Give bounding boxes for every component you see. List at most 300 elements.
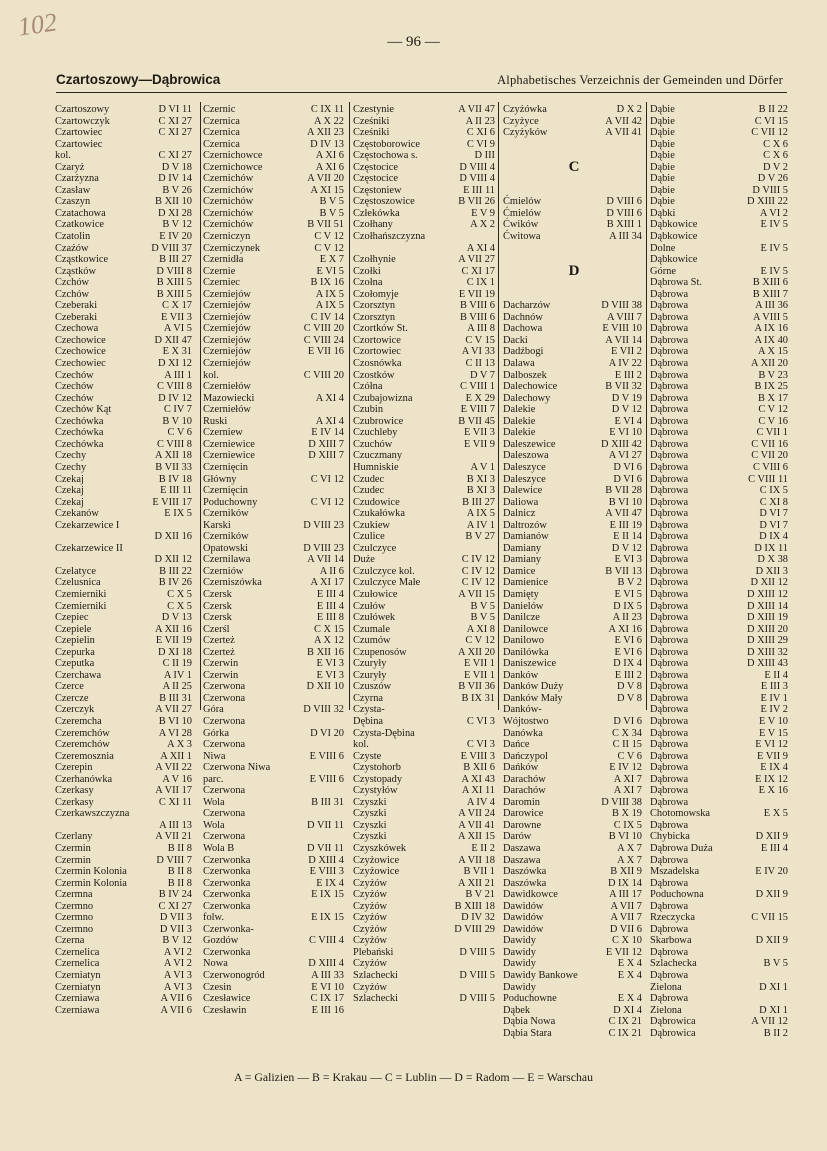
place-name: Daszawa (503, 843, 541, 854)
map-grid-code: E X 16 (758, 785, 788, 797)
map-grid-code: D X 2 (616, 104, 642, 115)
map-grid-code: D XIII 4 (308, 854, 344, 866)
map-grid-code: D VII 6 (609, 923, 642, 935)
place-name: Czatkowice (55, 219, 105, 231)
map-grid-code: B V 26 (162, 184, 192, 196)
index-entry (353, 196, 498, 208)
map-grid-code: E III 2 (614, 669, 642, 681)
map-grid-code: D VIII 4 (459, 161, 495, 173)
map-grid-code: D X 38 (757, 554, 788, 566)
place-name: Czchów (55, 277, 90, 289)
place-name: Dąbrowa (650, 704, 689, 716)
index-entry (353, 762, 498, 774)
place-name: Czerwona (203, 692, 246, 704)
map-grid-code: D XIII 4 (308, 958, 344, 970)
place-name: Damienice (503, 577, 549, 589)
map-grid-code: E VII 19 (458, 288, 495, 300)
place-name: Czernięcin (203, 485, 249, 497)
map-grid-code: C VII 12 (751, 127, 788, 139)
map-grid-code: A IV 22 (608, 358, 642, 370)
place-name: Czekarzewice II (55, 542, 123, 554)
map-grid-code: E III 4 (316, 588, 344, 600)
place-name: Dąbrowa (650, 877, 689, 889)
page-header (56, 72, 783, 90)
map-grid-code: A VI 27 (608, 450, 642, 462)
index-entry (503, 797, 645, 809)
index-entry (503, 589, 645, 601)
map-grid-code: C X 10 (611, 935, 642, 947)
map-grid-code: A XI 6 (315, 150, 344, 162)
place-name: Czernidła (203, 254, 244, 266)
index-entry (55, 508, 195, 520)
index-entry (203, 739, 347, 751)
index-entry (203, 231, 347, 243)
place-name: Dąbie (650, 173, 675, 185)
place-name: Czechowice (55, 334, 106, 346)
index-entry (353, 543, 498, 555)
index-entry (503, 970, 645, 982)
map-grid-code: B III 31 (159, 692, 192, 704)
place-name: Czołomyje (353, 288, 399, 300)
index-entry (55, 335, 195, 347)
index-entry (353, 404, 498, 416)
place-name: Czerwona Niwa (203, 762, 271, 774)
place-name: Plebański (353, 946, 394, 958)
index-entry (650, 346, 791, 358)
place-name: Czechy (55, 461, 87, 473)
place-name: Dąbkowice (650, 231, 698, 243)
index-entry (55, 254, 195, 266)
index-entry (503, 335, 645, 347)
map-grid-code: E IX 15 (311, 912, 344, 924)
map-grid-code: D VIII 37 (151, 242, 192, 254)
map-grid-code: C IV 12 (461, 577, 495, 589)
map-grid-code: D XII 9 (755, 935, 788, 947)
index-entry (503, 751, 645, 763)
place-name: Czerniejów (203, 334, 251, 346)
header-range-title: Czartoszowy—Dąbrowica (56, 72, 221, 87)
place-name: Czulczyce (353, 542, 397, 554)
map-grid-code: C XI 27 (158, 127, 192, 139)
index-entry (203, 958, 347, 970)
index-entry (503, 924, 645, 936)
map-grid-code: A II 23 (612, 612, 642, 624)
index-entry (353, 439, 498, 451)
place-name: Dąbie (650, 115, 675, 127)
place-name: Chybicka (650, 831, 690, 843)
index-entry (650, 774, 791, 786)
map-grid-code: E IX 12 (755, 773, 788, 785)
map-grid-code: D VIII 38 (601, 796, 642, 808)
place-name: Czortków St. (353, 323, 408, 335)
index-entry (55, 785, 195, 797)
place-name: Czechów (55, 381, 94, 393)
index-entry (203, 1005, 347, 1017)
place-name: Czermin (55, 843, 91, 854)
index-entry (55, 231, 195, 243)
place-name: Czyżów (353, 889, 388, 901)
place-name: Czerników (203, 508, 249, 520)
place-name: Dąbrowa (650, 438, 689, 450)
index-entry (203, 866, 347, 878)
map-grid-code: C VI 9 (466, 138, 495, 150)
index-column-2 (203, 104, 347, 1016)
index-entry (650, 889, 791, 901)
place-name: Dąbki (650, 207, 676, 219)
index-entry (353, 612, 498, 624)
map-grid-code: E III 19 (609, 519, 642, 531)
map-grid-code: B XIII 7 (752, 288, 788, 300)
map-grid-code: A VI 2 (163, 946, 192, 958)
index-entry (503, 346, 645, 358)
place-name: Dalboszek (503, 369, 547, 381)
index-entry (353, 116, 498, 128)
map-grid-code: A II 23 (465, 115, 495, 127)
map-grid-code: E IX 4 (760, 762, 788, 774)
map-grid-code: E V 15 (758, 727, 788, 739)
index-entry (503, 601, 645, 613)
map-grid-code: B VIII 6 (459, 311, 495, 323)
place-name: Wola (203, 796, 225, 808)
index-entry (650, 739, 791, 751)
index-entry (203, 358, 347, 370)
index-entry (650, 474, 791, 486)
map-grid-code: A III 8 (467, 323, 495, 335)
place-name: Czołhańszczyzna (353, 231, 426, 243)
place-name: Daszówka (503, 866, 547, 878)
place-name: Dąbkowice (650, 254, 698, 266)
map-grid-code: C VI 3 (466, 715, 495, 727)
map-grid-code: B XII 16 (307, 646, 344, 658)
place-name: Czerniec (203, 277, 240, 289)
map-grid-code: C II 15 (612, 739, 642, 751)
map-grid-code: B V 5 (319, 207, 344, 219)
map-grid-code: C VII 1 (756, 427, 788, 439)
place-name: Czorsztyn (353, 311, 396, 323)
index-entry (650, 762, 791, 774)
place-name: Czermin (55, 854, 91, 866)
map-grid-code: B VII 32 (605, 381, 642, 393)
place-name: Dąbie (650, 104, 675, 115)
region-legend-footer: A = Galizien — B = Krakau — C = Lublin — D = Radom — E = Warschau (233, 1070, 594, 1084)
map-grid-code: C V 16 (758, 415, 788, 427)
map-grid-code: A XI 15 (310, 184, 344, 196)
map-grid-code: D XII 16 (154, 531, 192, 543)
map-grid-code: B IV 26 (158, 577, 192, 589)
map-grid-code: A XII 23 (307, 127, 344, 139)
index-entry (55, 993, 195, 1005)
index-entry (55, 173, 195, 185)
place-name: Czersk (203, 588, 232, 600)
margin-pencil-note: 102 (16, 7, 59, 42)
map-grid-code: D XI 18 (157, 646, 192, 658)
place-name: Darachów (503, 785, 546, 797)
place-name: Darów (503, 831, 532, 843)
index-entry (503, 427, 645, 439)
map-grid-code: C X 5 (167, 588, 192, 600)
place-name: Czortowiec (353, 346, 401, 358)
map-grid-code: D XIII 22 (747, 196, 788, 208)
index-entry (55, 624, 195, 636)
place-name: Niwa (203, 750, 226, 762)
map-grid-code: E X 31 (162, 346, 192, 358)
place-name: Czyżów (353, 935, 388, 947)
map-grid-code: D VIII 29 (454, 923, 495, 935)
index-entry (650, 1005, 791, 1017)
place-name: Dadźbogi (503, 346, 544, 358)
place-name: Częstoszowice (353, 196, 415, 208)
index-entry (55, 982, 195, 994)
header-rule (56, 92, 787, 93)
place-name: Czerniszówka (203, 577, 262, 589)
place-name: Czasław (55, 184, 91, 196)
index-entry (203, 554, 347, 566)
place-name: Poduchowny (203, 496, 258, 508)
index-entry (650, 323, 791, 335)
place-name: Dalechowy (503, 392, 551, 404)
map-grid-code: E X 5 (763, 808, 788, 820)
index-entry (503, 404, 645, 416)
map-grid-code: D V 12 (611, 404, 642, 416)
index-entry (650, 497, 791, 509)
place-name: Czerhanówka (55, 773, 113, 785)
index-entry (55, 370, 195, 382)
place-name: Czaszyn (55, 196, 91, 208)
place-name: Czyszkówek (353, 843, 407, 854)
index-entry (353, 716, 498, 728)
map-grid-code: E V 9 (471, 207, 495, 219)
map-grid-code: D XII 3 (755, 565, 788, 577)
place-name: Duże (353, 554, 375, 566)
index-entry (503, 785, 645, 797)
map-grid-code: C IX 21 (608, 1016, 642, 1028)
index-entry (55, 474, 195, 486)
place-name: Daromin (503, 796, 540, 808)
place-name: Dąbrowa (650, 681, 689, 693)
index-entry (353, 266, 498, 278)
index-entry (503, 612, 645, 624)
index-entry (353, 751, 498, 763)
map-grid-code: B XIII 1 (606, 219, 642, 231)
map-grid-code: D VI 6 (613, 461, 642, 473)
place-name: Czaźów (55, 242, 89, 254)
place-name: Dąbrowa (650, 542, 689, 554)
index-entry (203, 601, 347, 613)
map-grid-code: A IV 4 (466, 796, 495, 808)
index-entry (55, 185, 195, 197)
place-name: Czeremchów (55, 739, 110, 751)
place-name: Nowa (203, 958, 228, 970)
index-entry (203, 797, 347, 809)
place-name: Czukałówka (353, 508, 405, 520)
index-entry (503, 531, 645, 543)
index-entry (353, 982, 498, 994)
place-name: Czernichów (203, 173, 254, 185)
place-name: Czchów (55, 288, 90, 300)
index-entry (55, 808, 195, 820)
map-grid-code: D XI 28 (157, 207, 192, 219)
index-entry (353, 185, 498, 197)
place-name: Czernica (203, 115, 240, 127)
map-grid-code: C X 17 (161, 300, 192, 312)
index-entry (353, 416, 498, 428)
map-grid-code: C IV 14 (310, 311, 344, 323)
place-name: Dąbrowa (650, 646, 689, 658)
place-name: Dąbrowa St. (650, 277, 702, 289)
place-name: Dąbrowa Duża (650, 843, 713, 854)
place-name: Czerchawa (55, 669, 102, 681)
section-letter: D (568, 262, 580, 279)
index-entry (503, 982, 645, 994)
map-grid-code: E IV 12 (609, 762, 642, 774)
place-name: Czulice (353, 531, 385, 543)
index-entry (353, 658, 498, 670)
place-name: Cześniki (353, 115, 390, 127)
place-name: Czerwin (203, 658, 239, 670)
index-entry (503, 289, 645, 301)
index-entry (203, 947, 347, 959)
index-entry (203, 820, 347, 832)
index-entry (503, 670, 645, 682)
place-name: Czysta- (353, 704, 385, 716)
index-entry (650, 808, 791, 820)
place-name: Czerniewice (203, 450, 255, 462)
map-grid-code: C V 6 (167, 427, 192, 439)
index-entry (55, 427, 195, 439)
map-grid-code: A VII 22 (155, 762, 192, 774)
place-name: Czarżyzna (55, 173, 99, 185)
index-entry (203, 196, 347, 208)
map-grid-code: A IX 40 (754, 334, 788, 346)
index-entry (55, 300, 195, 312)
index-entry (203, 173, 347, 185)
index-entry (353, 566, 498, 578)
place-name: Darachów (503, 773, 546, 785)
place-name: Ćmielów (503, 196, 542, 208)
index-entry (353, 289, 498, 301)
map-grid-code: A IX 5 (315, 288, 344, 300)
index-entry (503, 185, 645, 197)
place-name: Dąbrowa (650, 762, 689, 774)
index-entry (503, 173, 645, 185)
map-grid-code: C VIII 4 (308, 935, 344, 947)
index-entry (353, 139, 498, 151)
place-name: Cześniki (353, 127, 390, 139)
page-number: — 96 — (387, 34, 440, 50)
place-name: Humniskie (353, 461, 399, 473)
map-grid-code: C V 12 (314, 231, 344, 243)
place-name: Czepiec (55, 612, 89, 624)
map-grid-code: E IV 14 (311, 427, 344, 439)
place-name: folw. (203, 912, 224, 924)
place-name: Danielów (503, 600, 544, 612)
place-name: Czyszki (353, 808, 387, 820)
place-name: Czernic (203, 104, 236, 115)
index-entry (55, 855, 195, 867)
map-grid-code: B V 5 (470, 600, 495, 612)
place-name: Czerśl (203, 623, 230, 635)
index-entry (650, 485, 791, 497)
map-grid-code: D XI 1 (759, 981, 788, 993)
index-entry (353, 497, 498, 509)
map-grid-code: E X 4 (617, 958, 642, 970)
map-grid-code: D VI 7 (759, 519, 788, 531)
place-name: Dąbie (650, 138, 675, 150)
map-grid-code: E II 14 (613, 531, 642, 543)
map-grid-code: E III 2 (614, 369, 642, 381)
map-grid-code: C VIII 1 (459, 381, 495, 393)
place-name: Czerniczynek (203, 242, 261, 254)
map-grid-code: A VII 42 (605, 115, 642, 127)
map-grid-code: B VII 28 (605, 485, 642, 497)
place-name: Cząstkowice (55, 254, 109, 266)
map-grid-code: A XII 20 (751, 358, 788, 370)
place-name: Dawidy Bankowe (503, 970, 578, 982)
index-entry (503, 323, 645, 335)
map-grid-code: D VI 11 (158, 104, 192, 115)
index-entry (503, 1028, 645, 1040)
place-name: Czernichowce (203, 150, 263, 162)
place-name: Czudowice (353, 496, 400, 508)
place-name: Daleszewice (503, 438, 556, 450)
map-grid-code: D VII 11 (307, 843, 344, 854)
place-name: Czuryły (353, 669, 387, 681)
index-entry (353, 474, 498, 486)
index-entry (650, 577, 791, 589)
index-entry (650, 462, 791, 474)
map-grid-code: C V 12 (465, 635, 495, 647)
index-entry (650, 751, 791, 763)
place-name: Czystopady (353, 773, 403, 785)
map-grid-code: D VI 20 (310, 727, 344, 739)
place-name: Czersk (203, 600, 232, 612)
index-entry (650, 185, 791, 197)
place-name: Dąbrowa (650, 288, 689, 300)
map-grid-code: D V 12 (611, 542, 642, 554)
place-name: Darowne (503, 819, 542, 831)
map-grid-code: B V 12 (162, 219, 192, 231)
place-name: Czerwona (203, 808, 246, 820)
index-entry (503, 728, 645, 740)
map-grid-code: E VIII 3 (460, 750, 495, 762)
index-entry (55, 958, 195, 970)
place-name: Dąbrowa (650, 554, 689, 566)
index-entry (353, 935, 498, 947)
index-entry (55, 485, 195, 497)
map-grid-code: A X 7 (617, 843, 642, 854)
place-name: Czelatyce (55, 565, 96, 577)
index-entry (650, 566, 791, 578)
place-name: Dawidów (503, 923, 544, 935)
place-name: Czerwona (203, 715, 246, 727)
place-name: Czechowice (55, 346, 106, 358)
map-grid-code: C VII 20 (751, 450, 788, 462)
index-entry (203, 901, 347, 913)
map-grid-code: D XIII 29 (747, 635, 788, 647)
place-name: Mazowiecki (203, 392, 255, 404)
index-entry (203, 728, 347, 740)
index-columns (55, 104, 799, 1039)
index-entry (650, 520, 791, 532)
place-name: Czyżyce (503, 115, 539, 127)
place-name: Dąbrowa (650, 450, 689, 462)
place-name: Czyszki (353, 831, 387, 843)
place-name: Częstoborowice (353, 138, 420, 150)
place-name: Czepielin (55, 635, 95, 647)
index-entry (353, 462, 498, 474)
index-entry (55, 196, 195, 208)
place-name: Czubin (353, 404, 384, 416)
